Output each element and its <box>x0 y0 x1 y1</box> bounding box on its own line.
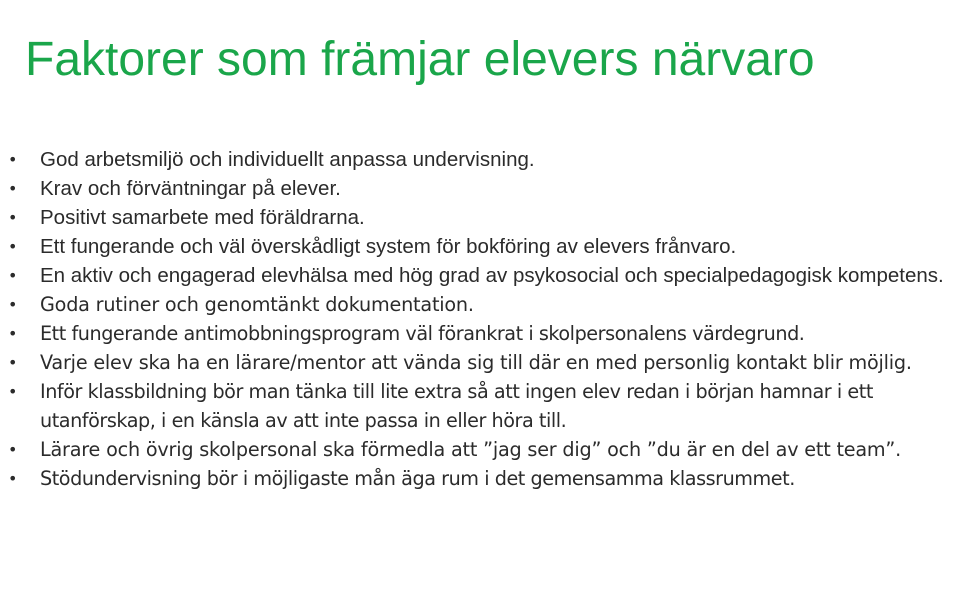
bullet-text: Ett fungerande antimobbningsprogram väl förankrat i skolpersonalens värdegrund. <box>40 322 805 345</box>
bullet-text: Lärare och övrig skolpersonal ska förmedla att ”jag ser dig” och ”du är en del av ett team”. <box>40 438 902 461</box>
slide-title: Faktorer som främjar elevers närvaro <box>25 33 815 87</box>
bullet-icon: • <box>8 324 18 343</box>
bullet-text: Stödundervisning bör i möjligaste mån äga rum i det gemensamma klassrummet. <box>40 467 795 490</box>
bullet-item <box>0 174 960 203</box>
bullet-text: En aktiv och engagerad elevhälsa med hög grad av psykosocial och specialpedagogisk kompetens. <box>40 264 944 287</box>
bullet-list <box>0 145 960 493</box>
bullet-icon: • <box>8 237 18 256</box>
bullet-icon: • <box>8 382 18 401</box>
bullet-item <box>0 348 960 377</box>
bullet-text: Ett fungerande och väl överskådligt system för bokföring av elevers frånvaro. <box>40 235 737 258</box>
bullet-text: Varje elev ska ha en lärare/mentor att vända sig till där en med personlig kontakt blir möjlig. <box>40 351 912 374</box>
bullet-item <box>0 290 960 319</box>
bullet-item <box>0 319 960 348</box>
bullet-item <box>0 232 960 261</box>
bullet-item <box>0 377 960 435</box>
bullet-icon: • <box>8 150 18 169</box>
bullet-text: Inför klassbildning bör man tänka till lite extra så att ingen elev redan i början hamnar i ett utanförskap, i en känsla av att inte passa in eller höra till. <box>40 380 873 432</box>
bullet-icon: • <box>8 179 18 198</box>
bullet-item <box>0 435 960 464</box>
bullet-item <box>0 261 960 290</box>
bullet-text: Goda rutiner och genomtänkt dokumentation. <box>40 293 474 316</box>
bullet-item <box>0 203 960 232</box>
bullet-text: Krav och förväntningar på elever. <box>40 177 341 200</box>
bullet-icon: • <box>8 353 18 372</box>
bullet-text: God arbetsmiljö och individuellt anpassa undervisning. <box>40 148 535 171</box>
bullet-item <box>0 145 960 174</box>
bullet-icon: • <box>8 208 18 227</box>
bullet-icon: • <box>8 469 18 488</box>
bullet-icon: • <box>8 440 18 459</box>
bullet-icon: • <box>8 266 18 285</box>
bullet-item <box>0 464 960 493</box>
bullet-icon: • <box>8 295 18 314</box>
bullet-text: Positivt samarbete med föräldrarna. <box>40 206 365 229</box>
